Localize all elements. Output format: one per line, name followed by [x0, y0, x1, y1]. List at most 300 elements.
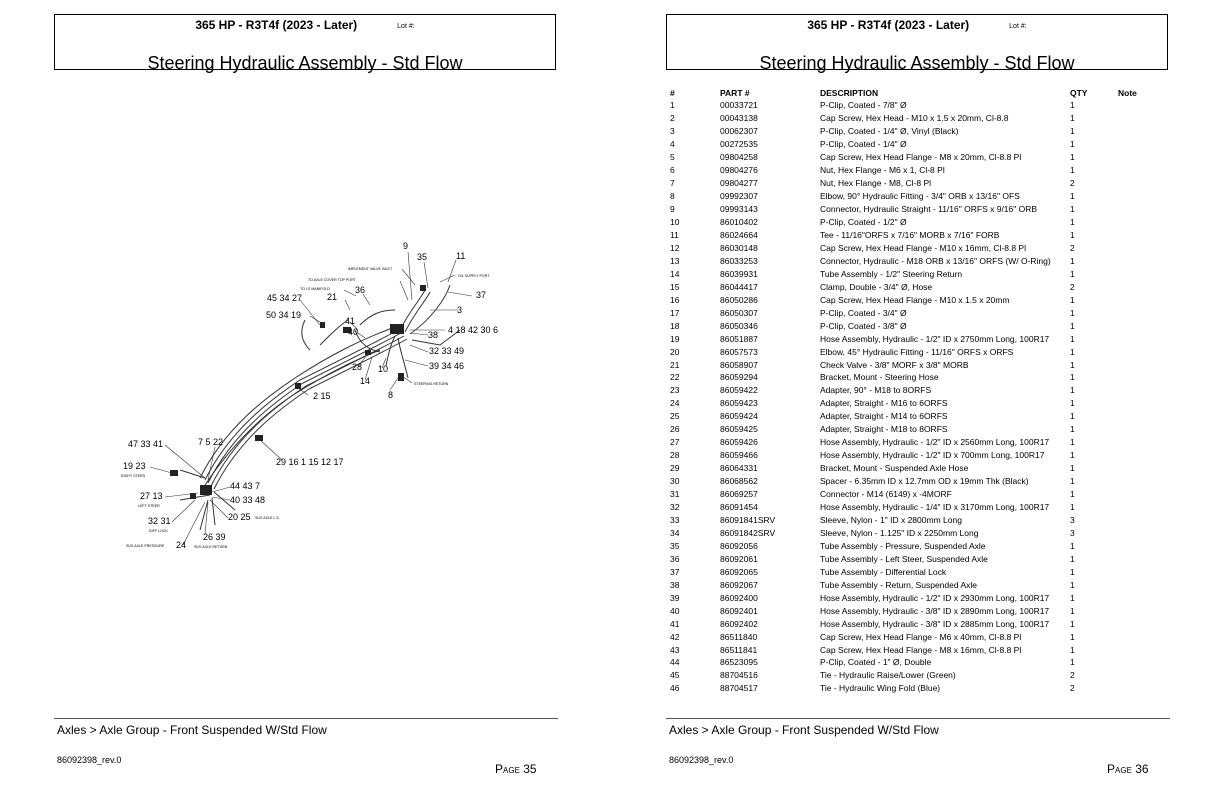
table-row — [670, 99, 1158, 112]
table-row — [670, 604, 1158, 617]
column-header-part: PART # — [720, 88, 750, 98]
part-description: Hose Assembly, Hydraulic - 3/8" ID x 2890mm Long, 100R17 — [820, 605, 1050, 616]
row-number: 40 — [670, 605, 680, 616]
row-number: 42 — [670, 631, 680, 642]
part-qty: 1 — [1070, 657, 1075, 668]
part-number: 86059423 — [720, 398, 758, 409]
part-number: 86058907 — [720, 359, 758, 370]
part-qty: 1 — [1070, 359, 1075, 370]
part-note — [1118, 630, 1158, 643]
page-number-value: 36 — [1135, 762, 1149, 776]
part-qty: 1 — [1070, 307, 1075, 318]
callout-text: 9 — [403, 241, 409, 251]
part-description: Cap Screw, Hex Head Flange - M10 x 1.5 x 20mm — [820, 294, 1010, 305]
row-number: 45 — [670, 670, 680, 681]
callout-text: 32 33 49 — [429, 346, 465, 356]
part-note — [1118, 384, 1158, 397]
part-qty: 1 — [1070, 126, 1075, 137]
table-row — [670, 319, 1158, 332]
callout-text: 3 — [457, 305, 463, 315]
table-row — [670, 306, 1158, 319]
part-qty: 1 — [1070, 113, 1075, 124]
part-note — [1118, 475, 1158, 488]
part-number: 86092400 — [720, 592, 758, 603]
part-description: P-Clip, Coated - 3/8" Ø — [820, 320, 907, 331]
callout-text: 27 13 — [140, 491, 163, 501]
part-qty: 1 — [1070, 346, 1075, 357]
header-subtitle: Steering Hydraulic Assembly - Std Flow — [759, 53, 1075, 73]
part-description: Elbow, 45° Hydraulic Fitting - 11/16" ORFS x ORFS — [820, 346, 1014, 357]
part-qty: 2 — [1070, 670, 1075, 681]
callout-text: 8 — [388, 390, 394, 400]
callout-text: 24 — [176, 540, 187, 550]
part-note — [1118, 358, 1158, 371]
part-description: P-Clip, Coated - 1/4" Ø, Vinyl (Black) — [820, 126, 959, 137]
part-number: 09804277 — [720, 178, 758, 189]
part-description: Cap Screw, Hex Head Flange - M10 x 16mm, Cl-8.8 Pl — [820, 242, 1026, 253]
part-description: Adapter, Straight - M14 to 6ORFS — [820, 411, 948, 422]
part-number: 86091454 — [720, 502, 758, 513]
part-qty: 1 — [1070, 217, 1075, 228]
table-row — [670, 267, 1158, 280]
part-qty: 1 — [1070, 385, 1075, 396]
part-note — [1118, 190, 1158, 203]
row-number: 6 — [670, 165, 675, 176]
parts-table-body — [670, 99, 1158, 695]
part-qty: 1 — [1070, 631, 1075, 642]
row-number: 28 — [670, 450, 680, 461]
part-qty: 1 — [1070, 463, 1075, 474]
column-header-note: Note — [1118, 88, 1137, 98]
part-qty: 1 — [1070, 579, 1075, 590]
part-description: Spacer - 6.35mm ID x 12.7mm OD x 19mm Thk (Black) — [820, 476, 1029, 487]
part-note — [1118, 164, 1158, 177]
part-description: Tie - Hydraulic Raise/Lower (Green) — [820, 670, 956, 681]
callout-text: 38 — [428, 330, 439, 340]
part-note — [1118, 462, 1158, 475]
part-description: P-Clip, Coated - 3/4" Ø — [820, 307, 907, 318]
part-note — [1118, 410, 1158, 423]
part-number: 86091842SRV — [720, 527, 776, 538]
callout-text: 10 — [378, 364, 389, 374]
row-number: 25 — [670, 411, 680, 422]
callout-text: LEFT STEER — [138, 504, 160, 508]
table-row — [670, 345, 1158, 358]
part-number: 88704516 — [720, 670, 758, 681]
part-qty: 1 — [1070, 566, 1075, 577]
callout-text: DIFF LOCK — [149, 529, 168, 533]
table-row — [670, 552, 1158, 565]
row-number: 5 — [670, 152, 675, 163]
header-title: 365 HP - R3T4f (2023 - Later) — [807, 18, 970, 32]
part-number: 86024664 — [720, 230, 758, 240]
row-number: 4 — [670, 139, 675, 150]
part-description: Sleeve, Nylon - 1" ID x 2800mm Long — [820, 514, 962, 525]
part-note — [1118, 138, 1158, 151]
part-number: 86050346 — [720, 320, 758, 331]
table-row — [670, 216, 1158, 229]
part-number: 09804258 — [720, 152, 758, 163]
row-number: 24 — [670, 398, 680, 409]
header-title-line — [667, 18, 1167, 32]
part-description: P-Clip, Coated - 1/4" Ø — [820, 139, 907, 150]
table-row — [670, 203, 1158, 216]
callout-text: 47 33 41 — [128, 439, 164, 449]
part-qty: 1 — [1070, 191, 1075, 202]
table-row — [670, 384, 1158, 397]
part-description: Hose Assembly, Hydraulic - 1/2" ID x 2560mm Long, 100R17 — [820, 437, 1050, 448]
part-qty: 1 — [1070, 502, 1075, 513]
table-row — [670, 293, 1158, 306]
part-description: Hose Assembly, Hydraulic - 1/4" ID x 3170mm Long, 100R17 — [820, 502, 1050, 513]
table-row — [670, 656, 1158, 669]
lot-label: Lot #: — [397, 23, 415, 30]
part-description: P-Clip, Coated - 1" Ø, Double — [820, 657, 932, 668]
part-note — [1118, 177, 1158, 190]
part-qty: 1 — [1070, 165, 1075, 176]
part-number: 00033721 — [720, 100, 758, 111]
page-number — [495, 762, 537, 776]
part-number: 86091841SRV — [720, 514, 776, 525]
part-qty: 1 — [1070, 398, 1075, 409]
parts-table — [670, 87, 1158, 695]
part-qty: 1 — [1070, 333, 1075, 344]
row-number: 14 — [670, 268, 680, 279]
row-number: 46 — [670, 683, 680, 694]
part-note — [1118, 539, 1158, 552]
table-row — [670, 410, 1158, 423]
table-row — [670, 177, 1158, 190]
part-note — [1118, 241, 1158, 254]
part-qty: 1 — [1070, 450, 1075, 461]
part-note — [1118, 332, 1158, 345]
part-note — [1118, 423, 1158, 436]
row-number: 12 — [670, 242, 680, 253]
part-description: Hose Assembly, Hydraulic - 1/2" ID x 2930mm Long, 100R17 — [820, 592, 1050, 603]
part-number: 86092065 — [720, 566, 758, 577]
part-number: 00272535 — [720, 139, 758, 150]
part-description: Cap Screw, Hex Head Flange - M8 x 16mm, Cl-8.8 Pl — [820, 644, 1022, 655]
table-header-row — [670, 87, 1158, 99]
part-description: Cap Screw, Hex Head Flange - M6 x 40mm, Cl-8.8 Pl — [820, 631, 1022, 642]
callout-text: 44 43 7 — [230, 481, 261, 491]
part-note — [1118, 229, 1158, 242]
part-qty: 1 — [1070, 294, 1075, 305]
table-row — [670, 514, 1158, 527]
table-row — [670, 423, 1158, 436]
part-description: Hose Assembly, Hydraulic - 1/2" ID x 700mm Long, 100R17 — [820, 450, 1045, 461]
table-row — [670, 397, 1158, 410]
callout-text: OIL SUPPLY PORT — [458, 274, 490, 278]
leader-lines — [150, 252, 472, 545]
part-note — [1118, 280, 1158, 293]
table-row — [670, 578, 1158, 591]
row-number: 7 — [670, 178, 675, 189]
part-number: 86050307 — [720, 307, 758, 318]
row-number: 30 — [670, 476, 680, 487]
row-number: 32 — [670, 502, 680, 513]
row-number: 13 — [670, 255, 680, 266]
table-row — [670, 630, 1158, 643]
part-number: 86059426 — [720, 437, 758, 448]
part-number: 86050286 — [720, 294, 758, 305]
part-number: 86092402 — [720, 618, 758, 629]
part-note — [1118, 552, 1158, 565]
table-row — [670, 125, 1158, 138]
part-note — [1118, 656, 1158, 669]
part-number: 86092067 — [720, 579, 758, 590]
part-qty: 1 — [1070, 255, 1075, 266]
header-subtitle: Steering Hydraulic Assembly - Std Flow — [147, 53, 463, 73]
part-number: 86033253 — [720, 255, 758, 266]
part-note — [1118, 216, 1158, 229]
row-number: 33 — [670, 514, 680, 525]
page-header — [666, 14, 1168, 73]
part-qty: 2 — [1070, 683, 1075, 694]
part-number: 86010402 — [720, 217, 758, 228]
part-qty: 1 — [1070, 540, 1075, 551]
part-description: Adapter, 90° - M18 to 8ORFS — [820, 385, 932, 396]
part-number: 86511841 — [720, 644, 758, 655]
row-number: 3 — [670, 126, 675, 137]
breadcrumb: Axles > Axle Group - Front Suspended W/Std Flow — [57, 723, 327, 737]
part-qty: 1 — [1070, 553, 1075, 564]
part-number: 86092401 — [720, 605, 758, 616]
row-number: 23 — [670, 385, 680, 396]
part-note — [1118, 643, 1158, 656]
part-description: Connector, Hydraulic Straight - 11/16" ORFS x 9/16" ORB — [820, 204, 1038, 215]
table-row — [670, 669, 1158, 682]
row-number: 31 — [670, 489, 680, 500]
part-number: 86039931 — [720, 268, 758, 279]
row-number: 27 — [670, 437, 680, 448]
part-qty: 1 — [1070, 618, 1075, 629]
part-description: Sleeve, Nylon - 1.125" ID x 2250mm Long — [820, 527, 979, 538]
part-qty: 3 — [1070, 527, 1075, 538]
table-row — [670, 371, 1158, 384]
table-row — [670, 539, 1158, 552]
row-number: 17 — [670, 307, 680, 318]
part-number: 86092056 — [720, 540, 758, 551]
part-qty: 1 — [1070, 152, 1075, 163]
table-row — [670, 643, 1158, 656]
part-description: Connector - M14 (6149) x -4MORF — [820, 489, 952, 500]
part-description: Adapter, Straight - M16 to 6ORFS — [820, 398, 948, 409]
part-qty: 1 — [1070, 204, 1075, 215]
table-row — [670, 462, 1158, 475]
part-number: 09993143 — [720, 204, 758, 215]
part-note — [1118, 488, 1158, 501]
row-number: 29 — [670, 463, 680, 474]
part-number: 86064331 — [720, 463, 758, 474]
part-qty: 1 — [1070, 268, 1075, 279]
row-number: 11 — [670, 230, 679, 240]
part-description: P-Clip, Coated - 1/2" Ø — [820, 217, 907, 228]
callout-text: TO LS MANIFOLD — [300, 287, 330, 291]
callout-text: RIGHT STEER — [121, 474, 146, 478]
part-note — [1118, 617, 1158, 630]
part-number: 88704517 — [720, 683, 758, 694]
hydraulic-assembly-diagram — [0, 0, 612, 600]
part-qty: 1 — [1070, 372, 1075, 383]
row-number: 9 — [670, 204, 675, 215]
part-note — [1118, 514, 1158, 527]
row-number: 37 — [670, 566, 680, 577]
part-qty: 1 — [1070, 644, 1075, 655]
part-note — [1118, 345, 1158, 358]
part-note — [1118, 203, 1158, 216]
part-note — [1118, 397, 1158, 410]
part-number: 00043138 — [720, 113, 758, 124]
row-number: 21 — [670, 359, 680, 370]
part-number: 09804276 — [720, 165, 758, 176]
part-qty: 1 — [1070, 100, 1075, 111]
part-number: 00062307 — [720, 126, 758, 137]
row-number: 35 — [670, 540, 680, 551]
callout-text: STEERING RETURN — [414, 382, 449, 386]
table-row — [670, 190, 1158, 203]
part-number: 86051887 — [720, 333, 758, 344]
table-row — [670, 488, 1158, 501]
row-number: 43 — [670, 644, 680, 655]
part-note — [1118, 306, 1158, 319]
table-row — [670, 682, 1158, 695]
row-number: 16 — [670, 294, 680, 305]
row-number: 15 — [670, 281, 680, 292]
part-description: Tube Assembly - Differential Lock — [820, 566, 947, 577]
row-number: 18 — [670, 320, 680, 331]
table-row — [670, 436, 1158, 449]
part-description: Tube Assembly - Pressure, Suspended Axle — [820, 540, 986, 551]
part-description: Cap Screw, Hex Head - M10 x 1.5 x 20mm, Cl-8.8 — [820, 113, 1009, 124]
page-number — [1107, 762, 1149, 776]
part-description: Clamp, Double - 3/4" Ø, Hose — [820, 281, 933, 292]
table-row — [670, 151, 1158, 164]
part-note — [1118, 293, 1158, 306]
table-row — [670, 332, 1158, 345]
part-qty: 1 — [1070, 411, 1075, 422]
callout-text: SUS AXLE PRESSURE — [126, 544, 165, 548]
part-description: Elbow, 90° Hydraulic Fitting - 3/4" ORB x 13/16" OFS — [820, 191, 1020, 202]
part-note — [1118, 604, 1158, 617]
part-note — [1118, 254, 1158, 267]
part-note — [1118, 501, 1158, 514]
part-qty: 1 — [1070, 437, 1075, 448]
row-number: 26 — [670, 424, 680, 435]
table-row — [670, 241, 1158, 254]
table-row — [670, 449, 1158, 462]
part-number: 86044417 — [720, 281, 758, 292]
part-number: 86059466 — [720, 450, 758, 461]
lot-label: Lot #: — [1009, 23, 1027, 30]
part-description: Bracket, Mount - Suspended Axle Hose — [820, 463, 969, 474]
part-description: Hose Assembly, Hydraulic - 3/8" ID x 2885mm Long, 100R17 — [820, 618, 1050, 629]
callout-text: 40 — [348, 327, 359, 337]
callout-text: 14 — [360, 376, 371, 386]
page-label: Page — [1107, 762, 1132, 776]
part-number: 86059425 — [720, 424, 758, 435]
part-qty: 2 — [1070, 178, 1075, 189]
table-row — [670, 358, 1158, 371]
part-note — [1118, 565, 1158, 578]
table-row — [670, 617, 1158, 630]
part-number: 86057573 — [720, 346, 758, 357]
callout-text: SUS AXLE L.S. — [255, 516, 280, 520]
part-note — [1118, 99, 1158, 112]
part-note — [1118, 526, 1158, 539]
callout-text: 37 — [476, 290, 487, 300]
part-number: 86030148 — [720, 242, 758, 253]
row-number: 39 — [670, 592, 680, 603]
part-note — [1118, 267, 1158, 280]
part-number: 86059294 — [720, 372, 758, 383]
callout-text: 32 31 — [148, 516, 171, 526]
part-number: 86523095 — [720, 657, 758, 668]
part-description: Tube Assembly - Left Steer, Suspended Axle — [820, 553, 988, 564]
row-number: 38 — [670, 579, 680, 590]
row-number: 36 — [670, 553, 680, 564]
part-qty: 2 — [1070, 242, 1075, 253]
part-qty: 1 — [1070, 592, 1075, 603]
doc-revision: 86092398_rev.0 — [57, 755, 122, 765]
breadcrumb: Axles > Axle Group - Front Suspended W/Std Flow — [669, 723, 939, 737]
callout-text: IMPLEMENT VALVE INLET — [348, 267, 393, 271]
part-qty: 1 — [1070, 605, 1075, 616]
row-number: 2 — [670, 113, 675, 124]
row-number: 1 — [670, 100, 675, 111]
part-note — [1118, 112, 1158, 125]
callout-text: 29 16 1 15 12 17 — [276, 457, 344, 467]
part-note — [1118, 319, 1158, 332]
table-row — [670, 112, 1158, 125]
part-number: 86059424 — [720, 411, 758, 422]
table-row — [670, 254, 1158, 267]
part-description: Check Valve - 3/8" MORF x 3/8" MORB — [820, 359, 969, 370]
row-number: 8 — [670, 191, 675, 202]
doc-revision: 86092398_rev.0 — [669, 755, 734, 765]
part-description: Tube Assembly - 1/2" Steering Return — [820, 268, 963, 279]
column-header-number: # — [670, 88, 675, 98]
callout-text: 45 34 27 — [267, 293, 303, 303]
part-note — [1118, 578, 1158, 591]
part-description: Bracket, Mount - Steering Hose — [820, 372, 939, 383]
part-number: 09992307 — [720, 191, 758, 202]
row-number: 22 — [670, 372, 680, 383]
part-note — [1118, 449, 1158, 462]
footer-divider — [54, 718, 558, 719]
callout-text: 50 34 19 — [266, 310, 302, 320]
callout-text: 28 — [352, 362, 363, 372]
callout-text: 41 — [345, 316, 356, 326]
part-note — [1118, 591, 1158, 604]
part-qty: 1 — [1070, 230, 1075, 240]
callout-text: 4 18 42 30 6 — [448, 325, 499, 335]
page-number-value: 35 — [523, 762, 537, 776]
part-description: Nut, Hex Flange - M8, Cl-8 Pl — [820, 178, 932, 189]
footer-divider — [666, 718, 1170, 719]
table-row — [670, 475, 1158, 488]
table-row — [670, 526, 1158, 539]
column-header-description: DESCRIPTION — [820, 88, 879, 98]
part-description: Hose Assembly, Hydraulic - 1/2" ID x 2750mm Long, 100R17 — [820, 333, 1050, 344]
part-qty: 2 — [1070, 281, 1075, 292]
page-label: Page — [495, 762, 520, 776]
callout-text: 26 39 — [203, 532, 226, 542]
part-qty: 1 — [1070, 489, 1075, 500]
row-number: 10 — [670, 217, 680, 228]
part-number: 86511840 — [720, 631, 758, 642]
callout-text: 19 23 — [123, 461, 146, 471]
